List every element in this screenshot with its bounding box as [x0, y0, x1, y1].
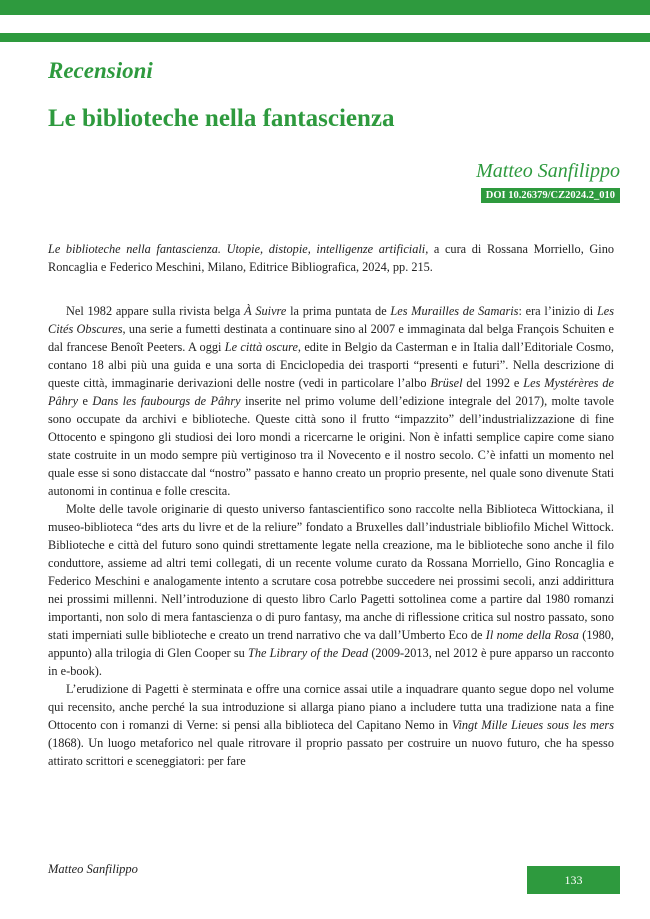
paragraph-1 — [48, 302, 614, 500]
text-run: inserite nel primo volume dell’edizione integrale del 2017), molte tavole sono occupate da archivi e biblioteche. Queste città sono il frutto “impazzito” dell’industrializzazione di fine Ottocento e spingono gli studiosi dei loro mondi a ricercarne le origini. Non è infatti semplice capire come siano state costruite in un modo sempre più vertiginoso tra il Novecento e il nostro secolo. C’è infatti un momento nel quale esse si sono distaccate dal “nostro” passato e hanno creato un proprio presente, nel quale sono divenute Stati autonomi in continua e folle crescita. — [48, 394, 614, 498]
italic-title: Les Murailles de Samaris — [390, 304, 519, 318]
text-run: (1980, appunto) alla trilogia di Glen Cooper su — [48, 628, 614, 660]
text-run: , edite in Belgio da Casterman e in Italia dall’Editoriale Cosmo, contano 18 albi più una guida e una sorta di Enciclopedia dei trasporti “presenti e futuri”. Nella descrizione di queste città, immaginarie derivazioni delle nostre (vedi in particolare l’albo — [48, 340, 614, 390]
text-run: : era l’inizio di — [518, 304, 597, 318]
italic-title: Dans les faubourgs de Pâhry — [92, 394, 241, 408]
text-run: del 1992 e — [462, 376, 524, 390]
book-details: , a cura di Rossana Morriello, Gino Roncaglia e Federico Meschini, Milano, Editrice Bibliografica, 2024, pp. 215. — [48, 242, 615, 274]
text-run: (2009-2013, nel 2012 è pure apparso un racconto in e-book). — [48, 646, 615, 678]
article-body — [48, 302, 614, 770]
text-run: Molte delle tavole originarie di questo universo fantascientifico sono raccolte nella Biblioteca Wittockiana, il museo-biblioteca “des arts du livre et de la reliure” fondato a Bruxelles dall’industriale bibliofilo Michel Wittock. Biblioteche e città del futuro sono quindi strettamente legate nella creazione, ma le biblioteche sono anche il filo conduttore, assieme ad altri temi collegati, di un recente volume curato da Rossana Morriello, Gino Roncaglia e Federico Meschini e analogamente intento a scrutare cosa potrebbe succedere nei prossimi secoli, anzi addirittura nei prossimi millenni. Nell’introduzione di questo libro Carlo Pagetti sottolinea come a partire dal 1980 romanzi importanti, non solo di mera fantascienza o di puro fantasy, ma anche di riflessione critica sul nostro passato, sono stati imperniati sulle biblioteche e creato un trend narrativo che va dall’Umberto Eco de — [48, 502, 614, 642]
italic-title: Les Cités Obscures — [48, 304, 615, 336]
page-number-box — [527, 866, 620, 894]
paragraph-3 — [48, 680, 614, 770]
text-run: e — [78, 394, 93, 408]
top-green-rule — [0, 33, 650, 42]
doi-badge[interactable]: DOI 10.26379/CZ2024.2_010 — [481, 188, 620, 203]
text-run: L’erudizione di Pagetti è sterminata e offre una cornice assai utile a inquadrare quanto segue dopo nel volume qui recensito, anche perché la sua introduzione si allarga piano piano a includere tutta una tradizione nata a fine Ottocento con i romanzi di Verne: si pensi alla biblioteca del Capitano Nemo in — [48, 682, 614, 732]
paragraph-2 — [48, 500, 614, 680]
page-number: 133 — [564, 872, 583, 887]
section-label: Recensioni — [48, 58, 153, 83]
book-title: Le biblioteche nella fantascienza. Utopie, distopie, intelligenze artificiali — [48, 242, 426, 256]
italic-title: Les Mystérères de Pâhry — [48, 376, 614, 408]
italic-title: Il nome della Rosa — [485, 628, 579, 642]
top-green-bar — [0, 0, 650, 15]
article-author: Matteo Sanfilippo — [476, 160, 620, 182]
text-run: Nel 1982 appare sulla rivista belga — [66, 304, 245, 318]
italic-title: Vingt Mille Lieues sous les mers — [451, 718, 615, 732]
italic-title: Brüsel — [430, 376, 463, 390]
footer-author: Matteo Sanfilippo — [48, 862, 138, 876]
text-run: , una serie a fumetti destinata a continuare sino al 2007 e immaginata dal belga François Schuiten e dal francese Benoît Peeters. A oggi — [48, 322, 614, 354]
italic-title: Le città oscure — [224, 340, 298, 354]
article-title: Le biblioteche nella fantascienza — [48, 105, 395, 132]
italic-title: The Library of the Dead — [248, 646, 369, 660]
text-run: la prima puntata de — [286, 304, 391, 318]
text-run: (1868). Un luogo metaforico nel quale ritrovare il proprio passato per costruire un nuovo futuro, che ha spesso attirato scrittori e sceneggiatori: per fare — [48, 736, 614, 768]
italic-title: À Suivre — [244, 304, 287, 318]
bibliographic-reference — [48, 240, 614, 276]
